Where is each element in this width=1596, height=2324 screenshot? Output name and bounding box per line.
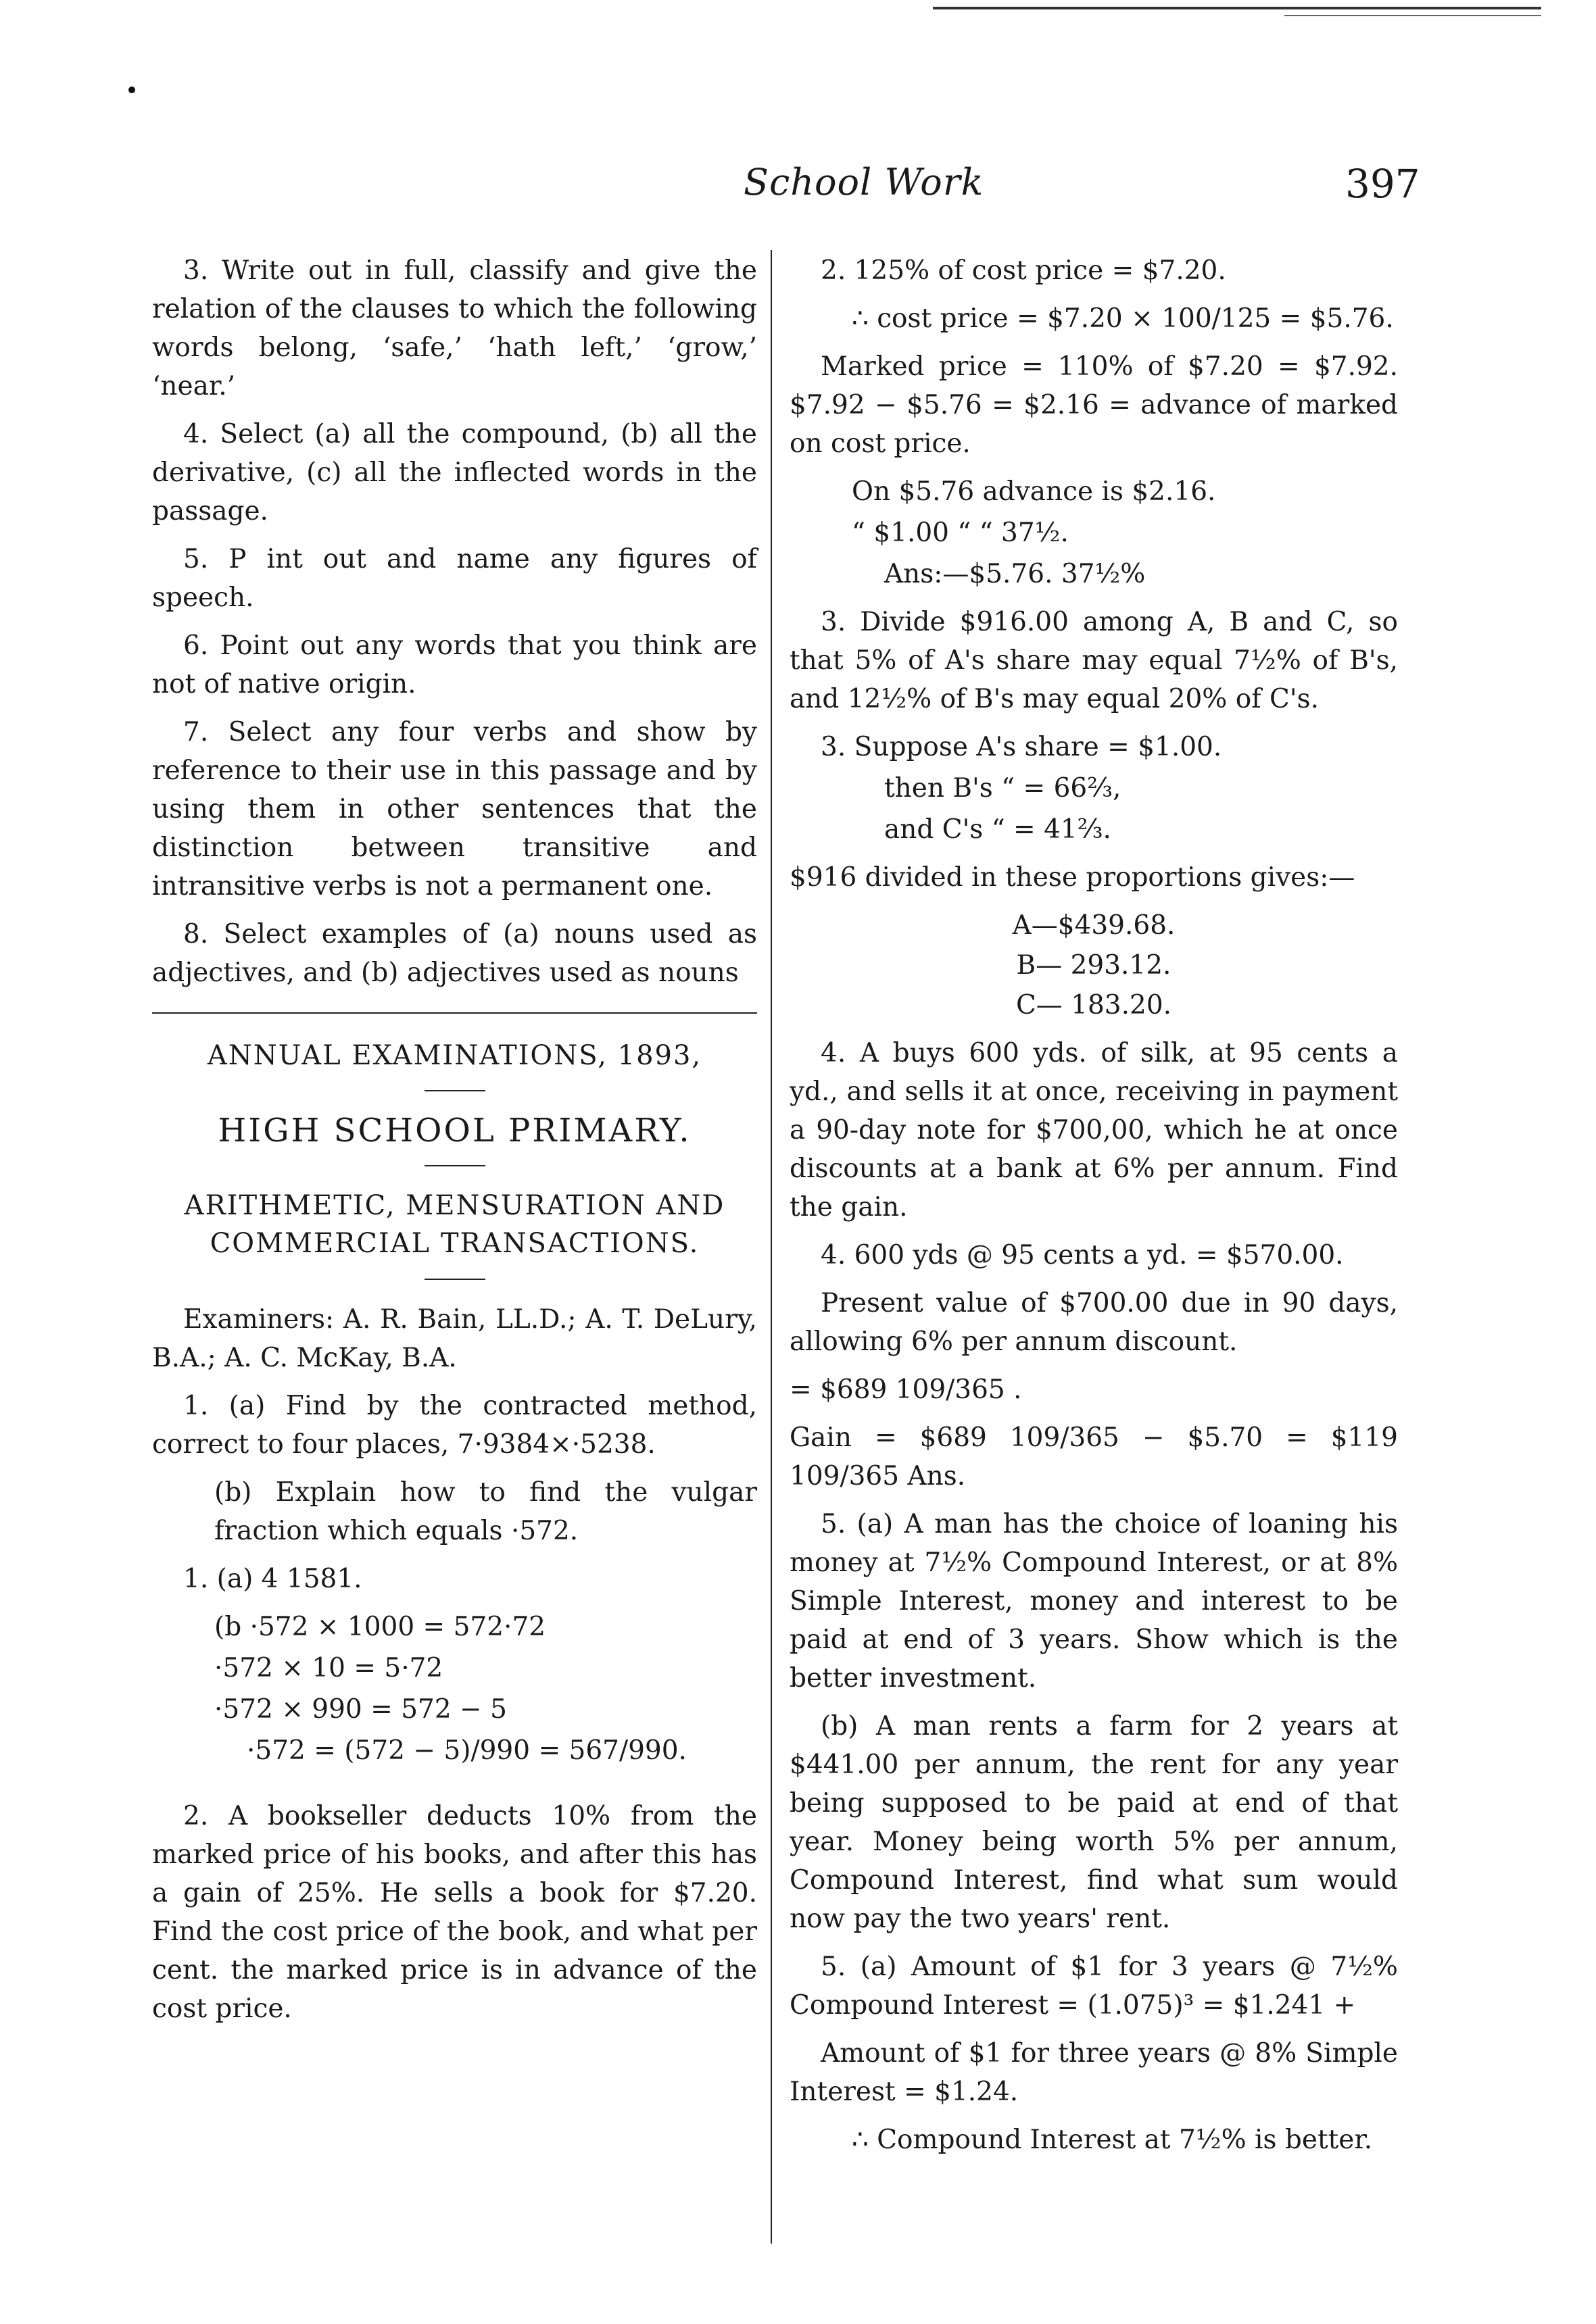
short-rule [425, 1165, 485, 1166]
solution-1b-line-1: (b ·572 × 1000 = 572·72 [214, 1612, 546, 1642]
problem-1b: (b) Explain how to find the vulgar fraction which equals ·572. [214, 1477, 757, 1546]
solution-1b-line-2: ·572 × 10 = 5·72 [214, 1653, 443, 1683]
solution-2-line-2: ∴ cost price = $7.20 × 100/125 = $5.76. [852, 303, 1394, 334]
question-7: 7. Select any four verbs and show by reference to their use in this passage and by using them in other sentences that the distinction between transitive and intransitive verbs is not a permanent one. [152, 717, 757, 901]
solution-4-gain: Gain = $689 109/365 − $5.70 = $119 109/365 Ans. [790, 1423, 1398, 1491]
ink-speck [128, 86, 135, 93]
running-head [0, 161, 1596, 215]
question-8: 8. Select examples of (a) nouns used as adjectives, and (b) adjectives used as nouns [152, 919, 757, 988]
solution-3-line-1: 3. Suppose A's share = $1.00. [821, 732, 1222, 762]
solution-1b-line-4: ·572 = (572 − 5)/990 = 567/990. [247, 1735, 687, 1766]
page-number: 397 [1345, 161, 1420, 207]
solution-4-line-1: 4. 600 yds @ 95 cents a yd. = $570.00. [821, 1240, 1344, 1270]
question-4: 4. Select (a) all the compound, (b) all the derivative, (c) all the inflected words in the passage. [152, 419, 757, 526]
right-column [790, 251, 1398, 2169]
heading-annual-examinations: ANNUAL EXAMINATIONS, 1893, [207, 1040, 702, 1071]
solution-1b-line-3: ·572 × 990 = 572 − 5 [214, 1694, 507, 1725]
solution-2-answer: Ans:—$5.76. 37½% [884, 559, 1146, 589]
question-5: 5. P int out and name any figures of speech. [152, 544, 757, 613]
solution-3-share-a: A—$439.68. [1012, 910, 1176, 941]
question-6: 6. Point out any words that you think are not of native origin. [152, 631, 757, 699]
solution-5-line-2: Amount of $1 for three years @ 8% Simple Interest = $1.24. [790, 2038, 1398, 2107]
solution-1a: 1. (a) 4 1581. [183, 1564, 362, 1594]
solution-3-share-b: B— 293.12. [1016, 950, 1171, 981]
solution-5-line-1: 5. (a) Amount of $1 for 3 years @ 7½% Compound Interest = (1.075)³ = $1.241 + [790, 1952, 1398, 2021]
solution-2-line-3: Marked price = 110% of $7.20 = $7.92. $7.92 − $5.76 = $2.16 = advance of marked on cost price. [790, 351, 1398, 459]
top-border-rule-secondary [1284, 15, 1541, 16]
question-3: 3. Write out in full, classify and give the relation of the clauses to which the following words belong, ‘safe,’ ‘hath left,’ ‘grow,’ ‘near.’ [152, 255, 757, 401]
heading-high-school-primary: HIGH SCHOOL PRIMARY. [218, 1112, 692, 1149]
solution-4-line-3: = $689 109/365 . [790, 1375, 1022, 1405]
problem-1a: 1. (a) Find by the contracted method, correct to four places, 7·9384×·5238. [152, 1391, 757, 1460]
heading-arithmetic-line-1: ARITHMETIC, MENSURATION AND [184, 1190, 725, 1221]
solution-2-line-4: On $5.76 advance is $2.16. [852, 476, 1216, 507]
problem-5a: 5. (a) A man has the choice of loaning his money at 7½% Compound Interest, or at 8% Simple Interest, money and interest to be paid at end of 3 years. Show which is the better investment. [790, 1509, 1398, 1693]
problem-2: 2. A bookseller deducts 10% from the marked price of his books, and after this has a gain of 25%. He sells a book for $7.20. Find the cost price of the book, and what per cent. the marked price is in advance of the cost price. [152, 1801, 757, 2024]
short-rule [425, 1279, 485, 1280]
heading-arithmetic [152, 1187, 757, 1262]
solution-3-line-2: then B's “ = 66⅔, [884, 773, 1121, 803]
solution-3-line-4: $916 divided in these proportions gives:— [790, 862, 1355, 893]
solution-5-conclusion: ∴ Compound Interest at 7½% is better. [852, 2125, 1373, 2155]
left-column [152, 251, 757, 2037]
problem-4: 4. A buys 600 yds. of silk, at 95 cents a yd., and sells it at once, receiving in payment a 90-day note for $700,00, which he at once discounts at a bank at 6% per annum. Find the gain. [790, 1038, 1398, 1222]
top-border-rule [933, 7, 1541, 9]
running-title: School Work [744, 161, 984, 203]
solution-4-line-2: Present value of $700.00 due in 90 days, allowing 6% per annum discount. [790, 1288, 1398, 1357]
heading-arithmetic-line-2: COMMERCIAL TRANSACTIONS. [210, 1228, 700, 1259]
problem-3: 3. Divide $916.00 among A, B and C, so that 5% of A's share may equal 7½% of B's, and 12½% of B's may equal 20% of C's. [790, 607, 1398, 714]
short-rule [425, 1090, 485, 1091]
solution-3-share-c: C— 183.20. [1015, 990, 1172, 1020]
solution-2-line-1: 2. 125% of cost price = $7.20. [821, 255, 1226, 286]
problem-5b: (b) A man rents a farm for 2 years at $441.00 per annum, the rent for any year being supposed to be paid at end of that year. Money being worth 5% per annum, Compound Interest, find what sum would now pay the two years' rent. [790, 1711, 1398, 1934]
section-rule [152, 1012, 757, 1014]
column-divider [771, 250, 772, 2244]
solution-2-line-5: “ $1.00 “ “ 37½. [852, 518, 1069, 548]
examiners: Examiners: A. R. Bain, LL.D.; A. T. DeLury, B.A.; A. C. McKay, B.A. [152, 1304, 757, 1373]
solution-3-line-3: and C's “ = 41⅔. [884, 814, 1111, 845]
